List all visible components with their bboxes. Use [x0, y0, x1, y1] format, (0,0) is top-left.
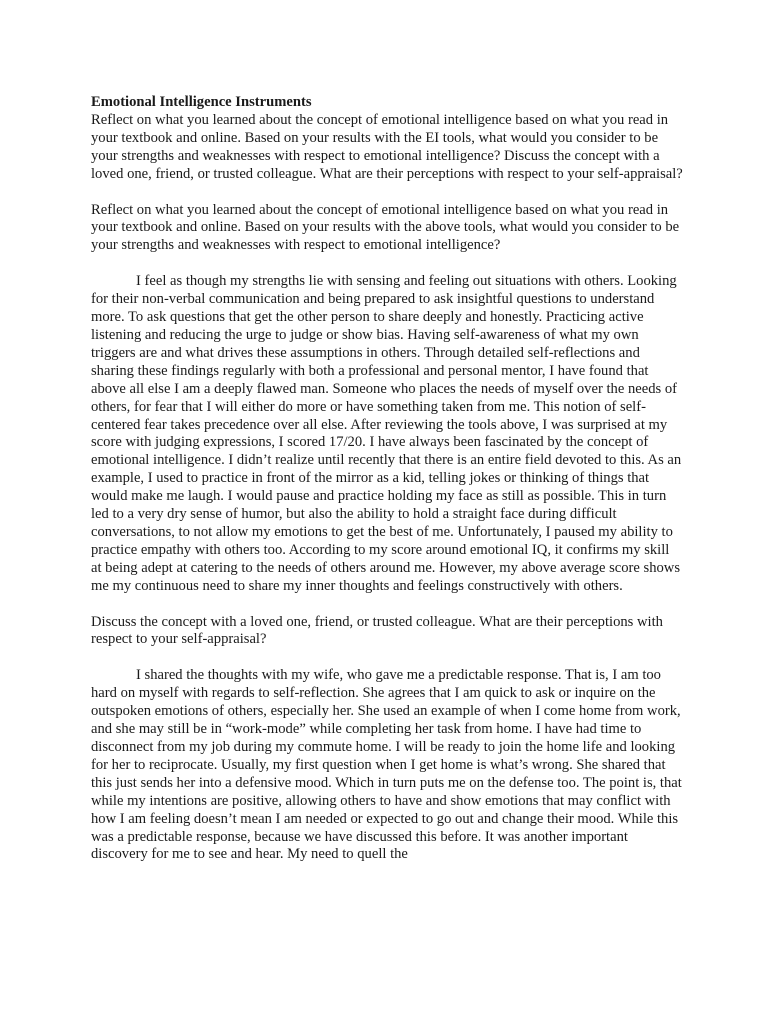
answer-text: I feel as though my strengths lie with sensing and feeling out situations with others. Looking for their non-verbal communication and being prepared to ask insightful questions to understand more. To ask questions that get the other person to share deeply and honestly. Practicing active listening and reducing the urge to judge or show bias. Having self-awareness of what my own triggers are and what drives these assumptions in others. Through detailed self-reflections and sharing these findings regularly with both a professional and personal mentor, I have found that above all else I am a deeply flawed man. Someone who places the needs of myself over the needs of others, for fear that I will either do more or have something taken from me. This notion of self-centered fear takes precedence over all else. After reviewing the tools above, I was surprised at my score with judging expressions, I scored 17/20. I have always been fascinated by the concept of emotional intelligence. I didn’t realize until recently that there is an entire field devoted to this. As an example, I used to practice in front of the mirror as a kid, telling jokes or thinking of things that would make me laugh. I would pause and practice holding my face as still as possible. This in turn led to a very dry sense of humor, but also the ability to hold a straight face during difficult conversations, to not allow my emotions to get the best of me. Unfortunately, I paused my ability to practice empathy with others too. According to my score around emotional IQ, it confirms my skill at being adept at catering to the needs of others around me. However, my above average score shows me my continuous need to share my inner thoughts and feelings constructively with others. — [91, 273, 682, 594]
paragraph-gap — [91, 596, 683, 614]
document-title: Emotional Intelligence Instruments — [91, 94, 312, 110]
paragraph-gap — [91, 255, 683, 273]
paragraph-gap — [91, 184, 683, 202]
paragraph-gap — [91, 649, 683, 667]
document-body — [91, 94, 683, 864]
answer-paragraph — [91, 273, 683, 595]
prompt-paragraph: Reflect on what you learned about the concept of emotional intelligence based on what you read in your textbook and online. Based on your results with the EI tools, what would you consider to be your strengths and weaknesses with respect to emotional intelligence? Discuss the concept with a loved one, friend, or trusted colleague. What are their perceptions with respect to your self-appraisal? — [91, 111, 683, 182]
answer-text: I shared the thoughts with my wife, who gave me a predictable response. That is, I am too hard on myself with regards to self-reflection. She agrees that I am quick to ask or inquire on the outspoken emotions of others, especially her. She used an example of when I come home from work, and she may still be in “work-mode” while completing her task from home. I have had time to disconnect from my job during my commute home. I will be ready to join the home life and looking for her to reciprocate. Usually, my first question when I get home is what’s wrong. She shared that this just sends her into a defensive mood. Which in turn puts me on the defense too. The point is, that while my intentions are positive, allowing others to have and show emotions that may conflict with how I am feeling doesn’t mean I am needed or expected to go out and change their mood. While this was a predictable response, because we have discussed this before. It was another important discovery for me to see and hear. My need to quell the — [91, 667, 682, 863]
prompt-paragraph: Discuss the concept with a loved one, friend, or trusted colleague. What are their perceptions with respect to your self-appraisal? — [91, 613, 663, 648]
answer-paragraph — [91, 667, 683, 864]
prompt-paragraph: Reflect on what you learned about the concept of emotional intelligence based on what you read in your textbook and online. Based on your results with the above tools, what would you consider to be your strengths and weaknesses with respect to emotional intelligence? — [91, 201, 680, 254]
